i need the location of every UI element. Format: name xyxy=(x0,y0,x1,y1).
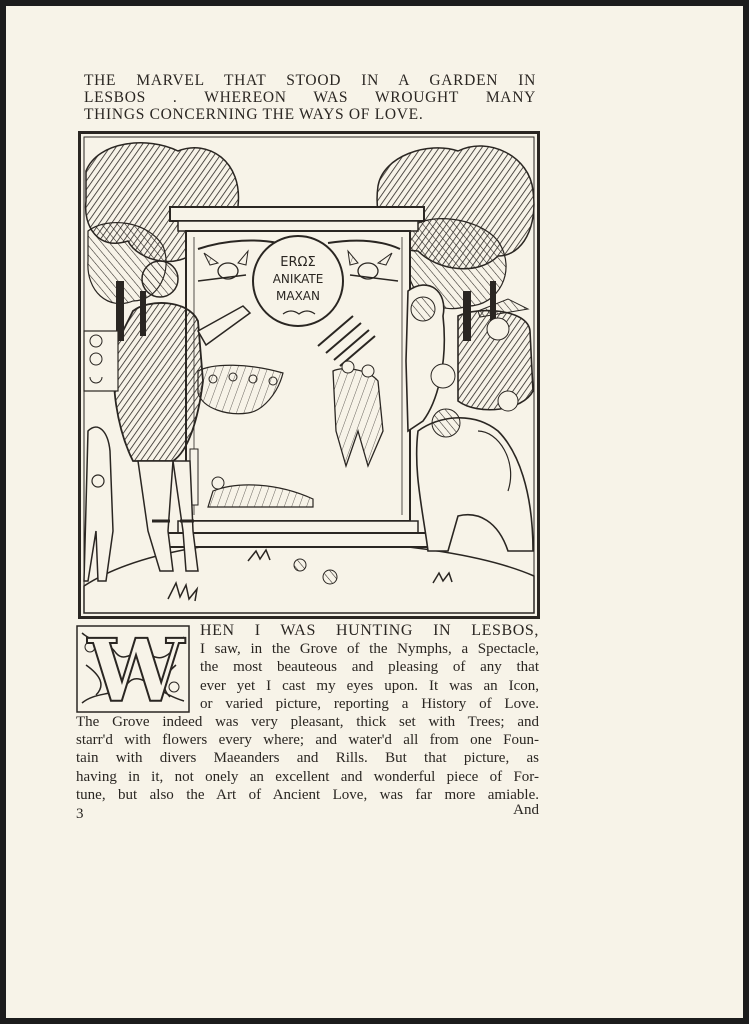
body-line-3: the most beauteous and pleasing of any that xyxy=(200,659,539,676)
chapter-heading xyxy=(84,72,536,123)
dog-figure xyxy=(84,427,113,581)
heading-line-3: THINGS CONCERNING THE WAYS OF LOVE. xyxy=(84,106,424,123)
body-line-6: The Grove indeed was very pleasant, thick set with Trees; and xyxy=(76,714,539,731)
page-number: 3 xyxy=(76,806,84,822)
body-line-7: starr'd with flowers every where; and water'd all from one Foun- xyxy=(76,732,539,749)
body-line-10: tune, but also the Art of Ancient Love, was far more amiable. xyxy=(76,786,539,803)
woodcut-illustration xyxy=(78,131,540,619)
woodcut-svg xyxy=(78,131,540,619)
body-line-9: having in it, not onely an excellent and wonderful piece of For- xyxy=(76,768,539,785)
inscription-medallion xyxy=(253,236,343,326)
garden-wall xyxy=(84,331,118,391)
inscription-line-3: MAXAN xyxy=(276,289,320,303)
body-line-5: or varied picture, reporting a History of Love. xyxy=(200,695,539,712)
inscription-line-2: ANIKATE xyxy=(272,272,324,286)
book-page xyxy=(6,6,743,1018)
body-line-8: tain with divers Maeanders and Rills. But that picture, as xyxy=(76,750,539,767)
body-line-4: ever yet I cast my eyes upon. It was an Icon, xyxy=(200,677,539,694)
inscription-line-1: ERΩΣ xyxy=(280,255,316,270)
drop-cap-letter: W xyxy=(87,625,185,713)
body-line-2: I saw, in the Grove of the Nymphs, a Spectacle, xyxy=(200,641,539,658)
heading-line-1: THE MARVEL THAT STOOD IN A GARDEN IN xyxy=(84,72,536,89)
body-line-1: HEN I WAS HUNTING IN LESBOS, xyxy=(200,622,539,639)
body-text xyxy=(76,622,539,804)
heading-line-2: LESBOS . WHEREON WAS WROUGHT MANY xyxy=(84,89,536,106)
catchword: And xyxy=(513,802,539,818)
